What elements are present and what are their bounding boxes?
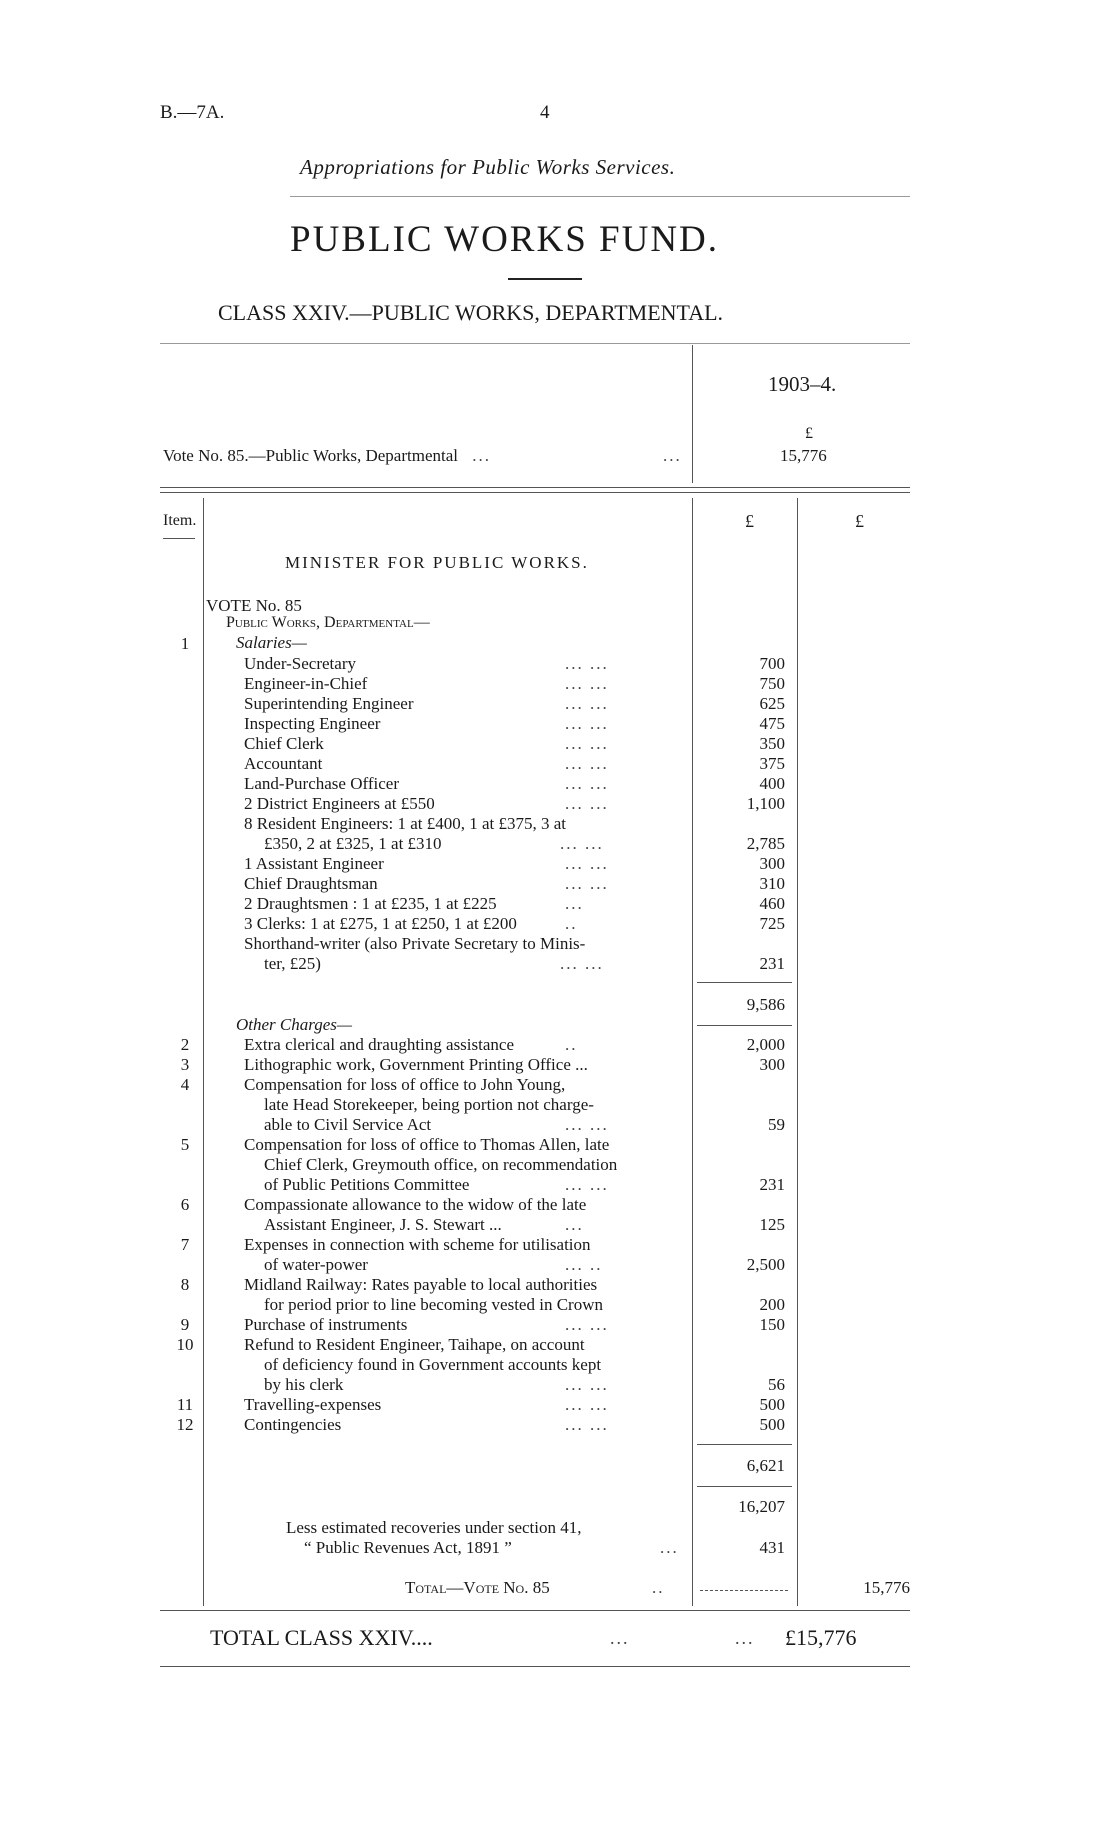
vote-total-dots: ..: [652, 1578, 665, 1597]
recoveries-line2: “ Public Revenues Act, 1891 ”: [304, 1538, 512, 1557]
line-item-label: Lithographic work, Government Printing Office ...: [244, 1055, 588, 1074]
line-item-label: Under-Secretary: [244, 654, 356, 673]
line-item-label: Travelling-expenses: [244, 1395, 382, 1414]
leader-dots: ... ...: [565, 654, 609, 673]
summary-vote-amount: 15,776: [780, 446, 827, 465]
line-item-label: Extra clerical and draughting assistance: [244, 1035, 514, 1054]
line-item-label: Midland Railway: Rates payable to local authorities: [244, 1275, 598, 1294]
line-item-amount: 56: [768, 1375, 785, 1394]
vote-total-amount: 15,776: [863, 1578, 910, 1597]
line-item-label: by his clerk: [264, 1375, 344, 1394]
item-number: 8: [180, 1275, 190, 1294]
leader-dots: ... ...: [565, 674, 609, 693]
rule: [160, 1666, 910, 1667]
other-charges-total: 6,621: [746, 1456, 785, 1475]
vote-number: VOTE No. 85: [206, 596, 302, 615]
recoveries-dots: ...: [660, 1538, 679, 1557]
resident-engineers-dots: ... ...: [560, 834, 604, 853]
item-number: 10: [176, 1335, 194, 1354]
leader-dots: ... ...: [565, 1315, 609, 1334]
leader-dots: ... ..: [565, 1255, 603, 1274]
line-item-label: 2 Draughtsmen : 1 at £235, 1 at £225: [244, 894, 497, 913]
resident-engineers-amount: 2,785: [746, 834, 785, 853]
line-item-label: Engineer-in-Chief: [244, 674, 368, 693]
line-item-label: able to Civil Service Act: [264, 1115, 432, 1134]
line-item-label: for period prior to line becoming vested in Crown: [264, 1295, 603, 1314]
line-item-label: late Head Storekeeper, being portion not charge-: [264, 1095, 594, 1114]
summary-year: 1903–4.: [768, 372, 837, 396]
line-item-amount: 59: [768, 1115, 785, 1134]
item-number: 3: [180, 1055, 190, 1074]
line-item-amount: 150: [759, 1315, 785, 1334]
item-number: 11: [176, 1395, 194, 1414]
recoveries-line1: Less estimated recoveries under section 41,: [286, 1518, 582, 1537]
leader-dots: ... ...: [565, 754, 609, 773]
vote-total-label: Total—Vote No. 85: [405, 1578, 550, 1597]
line-item-amount: 375: [759, 754, 785, 773]
subtotal-rule: [697, 1486, 792, 1487]
line-item-amount: 500: [759, 1395, 785, 1414]
line-item-label: Assistant Engineer, J. S. Stewart ...: [264, 1215, 502, 1234]
line-item-amount: 300: [759, 854, 785, 873]
line-item-amount: 700: [759, 654, 785, 673]
class-total-amount: £15,776: [785, 1625, 857, 1650]
shorthand-writer-line1: Shorthand-writer (also Private Secretary to Minis-: [244, 934, 586, 953]
line-item-label: Superintending Engineer: [244, 694, 414, 713]
line-item-amount: 500: [759, 1415, 785, 1434]
leader-dots: ... ...: [565, 854, 609, 873]
salaries-total: 9,586: [746, 995, 785, 1014]
line-item-amount: 750: [759, 674, 785, 693]
line-item-amount: 350: [759, 734, 785, 753]
document-reference: B.—7A.: [160, 102, 225, 123]
other-charges-heading: Other Charges—: [236, 1015, 353, 1034]
item-number: 1: [180, 634, 190, 653]
class-title: CLASS XXIV.—PUBLIC WORKS, DEPARTMENTAL.: [218, 300, 724, 325]
line-item-label: Chief Draughtsman: [244, 874, 378, 893]
line-item-label: Contingencies: [244, 1415, 342, 1434]
line-item-amount: 400: [759, 774, 785, 793]
leader-dots: ... ...: [565, 1175, 609, 1194]
rule: [160, 492, 910, 493]
line-item-amount: 231: [759, 1175, 785, 1194]
item-number: 7: [180, 1235, 190, 1254]
vote-heading: Public Works, Departmental—: [226, 614, 430, 631]
item-number: 4: [180, 1075, 190, 1094]
leader-dots: ..: [565, 914, 578, 933]
amount-header: £: [745, 511, 754, 531]
title-rule: [508, 278, 582, 280]
leader-dots: ... ...: [565, 794, 609, 813]
line-item-label: 2 District Engineers at £550: [244, 794, 435, 813]
rule: [160, 343, 910, 344]
line-item-amount: 460: [759, 894, 785, 913]
vote-total-rule: [700, 1590, 788, 1591]
shorthand-writer-line2: ter, £25): [264, 954, 321, 973]
class-total-dots: ...: [610, 1628, 630, 1648]
line-item-label: Compassionate allowance to the widow of the late: [244, 1195, 587, 1214]
line-item-amount: 200: [759, 1295, 785, 1314]
shorthand-writer-dots: ... ...: [560, 954, 604, 973]
line-item-amount: 725: [759, 914, 785, 933]
page-number: 4: [540, 102, 550, 123]
fund-title: PUBLIC WORKS FUND.: [290, 219, 720, 260]
rule: [163, 538, 195, 539]
leader-dots: ... ...: [565, 1395, 609, 1414]
line-item-amount: 2,500: [746, 1255, 785, 1274]
section-title: MINISTER FOR PUBLIC WORKS.: [285, 553, 589, 572]
leader-dots: ... ...: [565, 1375, 609, 1394]
line-item-label: of water-power: [264, 1255, 368, 1274]
leader-dots: ...: [565, 894, 584, 913]
summary-vote-label: Vote No. 85.—Public Works, Departmental ... ...: [163, 446, 682, 465]
leader-dots: ..: [565, 1035, 578, 1054]
leader-dots: ... ...: [565, 1115, 609, 1134]
item-number: 9: [180, 1315, 190, 1334]
line-item-label: Chief Clerk: [244, 734, 324, 753]
leader-dots: ... ...: [565, 714, 609, 733]
leader-dots: ...: [565, 1215, 584, 1234]
item-header: Item.: [163, 512, 197, 529]
line-item-amount: 125: [759, 1215, 785, 1234]
subtotal-rule: [697, 1025, 792, 1026]
line-item-label: 1 Assistant Engineer: [244, 854, 384, 873]
leader-dots: ... ...: [565, 1415, 609, 1434]
leader-dots: ... ...: [565, 694, 609, 713]
line-item-label: Chief Clerk, Greymouth office, on recommendation: [264, 1155, 618, 1174]
page-subtitle: Appropriations for Public Works Services.: [300, 155, 676, 179]
line-item-amount: 1,100: [746, 794, 785, 813]
leader-dots: ... ...: [565, 874, 609, 893]
leader-dots: ... ...: [565, 774, 609, 793]
item-number: 6: [180, 1195, 190, 1214]
subtotal-rule: [697, 982, 792, 983]
rule: [160, 487, 910, 488]
line-item-amount: 625: [759, 694, 785, 713]
total-header: £: [855, 511, 864, 531]
class-total-label: TOTAL CLASS XXIV....: [210, 1625, 433, 1650]
subtotal-rule: [697, 1444, 792, 1445]
shorthand-writer-amount: 231: [759, 954, 785, 973]
gross-total: 16,207: [738, 1497, 785, 1516]
line-item-label: Accountant: [244, 754, 323, 773]
line-item-label: Compensation for loss of office to John Young,: [244, 1075, 566, 1094]
line-item-label: Compensation for loss of office to Thomas Allen, late: [244, 1135, 610, 1154]
line-item-label: 3 Clerks: 1 at £275, 1 at £250, 1 at £200: [244, 914, 517, 933]
line-item-label: Expenses in connection with scheme for utilisation: [244, 1235, 591, 1254]
class-total-dots: ...: [735, 1628, 755, 1648]
resident-engineers-line2: £350, 2 at £325, 1 at £310: [264, 834, 442, 853]
line-item-label: Land-Purchase Officer: [244, 774, 399, 793]
line-item-amount: 300: [759, 1055, 785, 1074]
rule: [290, 196, 910, 197]
item-number: 2: [180, 1035, 190, 1054]
line-item-amount: 2,000: [746, 1035, 785, 1054]
resident-engineers-line1: 8 Resident Engineers: 1 at £400, 1 at £375, 3 at: [244, 814, 566, 833]
summary-column-rule: [692, 345, 693, 483]
line-item-label: of deficiency found in Government accounts kept: [264, 1355, 602, 1374]
line-item-label: Refund to Resident Engineer, Taihape, on account: [244, 1335, 585, 1354]
summary-currency: £: [805, 425, 813, 442]
item-number: 12: [176, 1415, 194, 1434]
total-column-rule: [797, 498, 798, 1606]
recoveries-amount: 431: [759, 1538, 785, 1557]
line-item-label: Inspecting Engineer: [244, 714, 381, 733]
item-number: 5: [180, 1135, 190, 1154]
line-item-amount: 475: [759, 714, 785, 733]
leader-dots: ... ...: [565, 734, 609, 753]
rule: [160, 1610, 910, 1611]
line-item-label: of Public Petitions Committee: [264, 1175, 470, 1194]
line-item-amount: 310: [759, 874, 785, 893]
salaries-heading: Salaries—: [236, 633, 307, 652]
line-item-label: Purchase of instruments: [244, 1315, 408, 1334]
